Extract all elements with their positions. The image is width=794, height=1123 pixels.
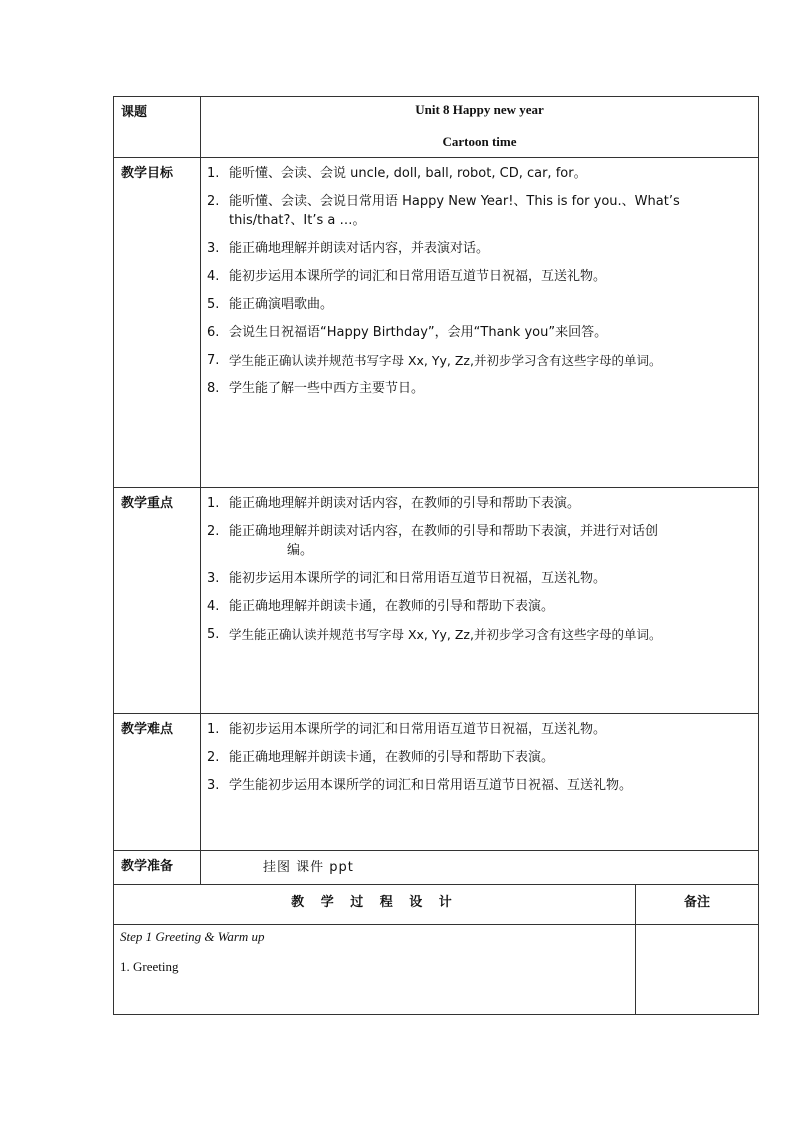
lesson-plan-table: [113, 96, 759, 1015]
step-title: Step 1 Greeting & Warm up: [120, 929, 265, 944]
step-cell: [114, 925, 636, 1015]
list-item: 1. 能听懂、会读、会说 uncle, doll, ball, robot, CD, car, for。: [207, 166, 587, 181]
list-item: 4. 能初步运用本课所学的词汇和日常用语互道节日祝福，互送礼物。: [207, 269, 607, 284]
remarks-heading: 备注: [636, 885, 759, 925]
key-points-label: 教学重点: [114, 488, 201, 714]
objectives-label: 教学目标: [114, 158, 201, 488]
list-item: 3. 能正确地理解并朗读对话内容，并表演对话。: [207, 241, 490, 256]
preparation-value: 挂图 课件 ppt: [201, 851, 759, 885]
list-item: 7. 学生能正确认读并规范书写字母 Xx, Yy, Zz,并初步学习含有这些字母的单词。: [207, 353, 662, 368]
preparation-label: 教学准备: [114, 851, 201, 885]
process-header-row: [114, 885, 759, 925]
topic-row: [114, 97, 759, 158]
difficulties-list: [201, 720, 758, 795]
topic-label: 课题: [114, 97, 201, 158]
section-title: Cartoon time: [442, 134, 517, 149]
remarks-cell: [636, 925, 759, 1015]
list-item: 5. 能正确演唱歌曲。: [207, 297, 334, 312]
objectives-row: [114, 158, 759, 488]
key-points-cell: [201, 488, 759, 714]
list-item: 3. 能初步运用本课所学的词汇和日常用语互道节日祝福，互送礼物。: [207, 571, 607, 586]
difficulties-row: [114, 714, 759, 851]
list-item: 2. 能正确地理解并朗读对话内容，在教师的引导和帮助下表演，并进行对话创 编。: [207, 524, 659, 558]
key-points-list: [201, 494, 758, 644]
lesson-title-cell: [201, 97, 759, 158]
preparation-row: [114, 851, 759, 885]
list-item: 8. 学生能了解一些中西方主要节日。: [207, 381, 425, 396]
list-item: 6. 会说生日祝福语“Happy Birthday”，会用“Thank you”来回答。: [207, 325, 608, 340]
key-points-row: [114, 488, 759, 714]
list-item: 5. 学生能正确认读并规范书写字母 Xx, Yy, Zz,并初步学习含有这些字母的单词。: [207, 627, 662, 642]
list-item: 2. 能听懂、会读、会说日常用语 Happy New Year!、This is for you.、What’s this/that?、It’s a …。: [207, 194, 680, 228]
list-item: 1. 能正确地理解并朗读对话内容，在教师的引导和帮助下表演。: [207, 496, 581, 511]
objectives-cell: [201, 158, 759, 488]
step-row: [114, 925, 759, 1015]
difficulties-cell: [201, 714, 759, 851]
unit-title: Unit 8 Happy new year: [415, 102, 544, 117]
list-item: 2. 能正确地理解并朗读卡通，在教师的引导和帮助下表演。: [207, 750, 555, 765]
list-item: 4. 能正确地理解并朗读卡通，在教师的引导和帮助下表演。: [207, 599, 555, 614]
difficulties-label: 教学难点: [114, 714, 201, 851]
list-item: 3. 学生能初步运用本课所学的词汇和日常用语互道节日祝福、互送礼物。: [207, 778, 633, 793]
objectives-list: [201, 164, 758, 398]
list-item: 1. 能初步运用本课所学的词汇和日常用语互道节日祝福，互送礼物。: [207, 722, 607, 737]
process-heading: 教 学 过 程 设 计: [114, 885, 636, 925]
step-item: 1. Greeting: [120, 959, 179, 974]
